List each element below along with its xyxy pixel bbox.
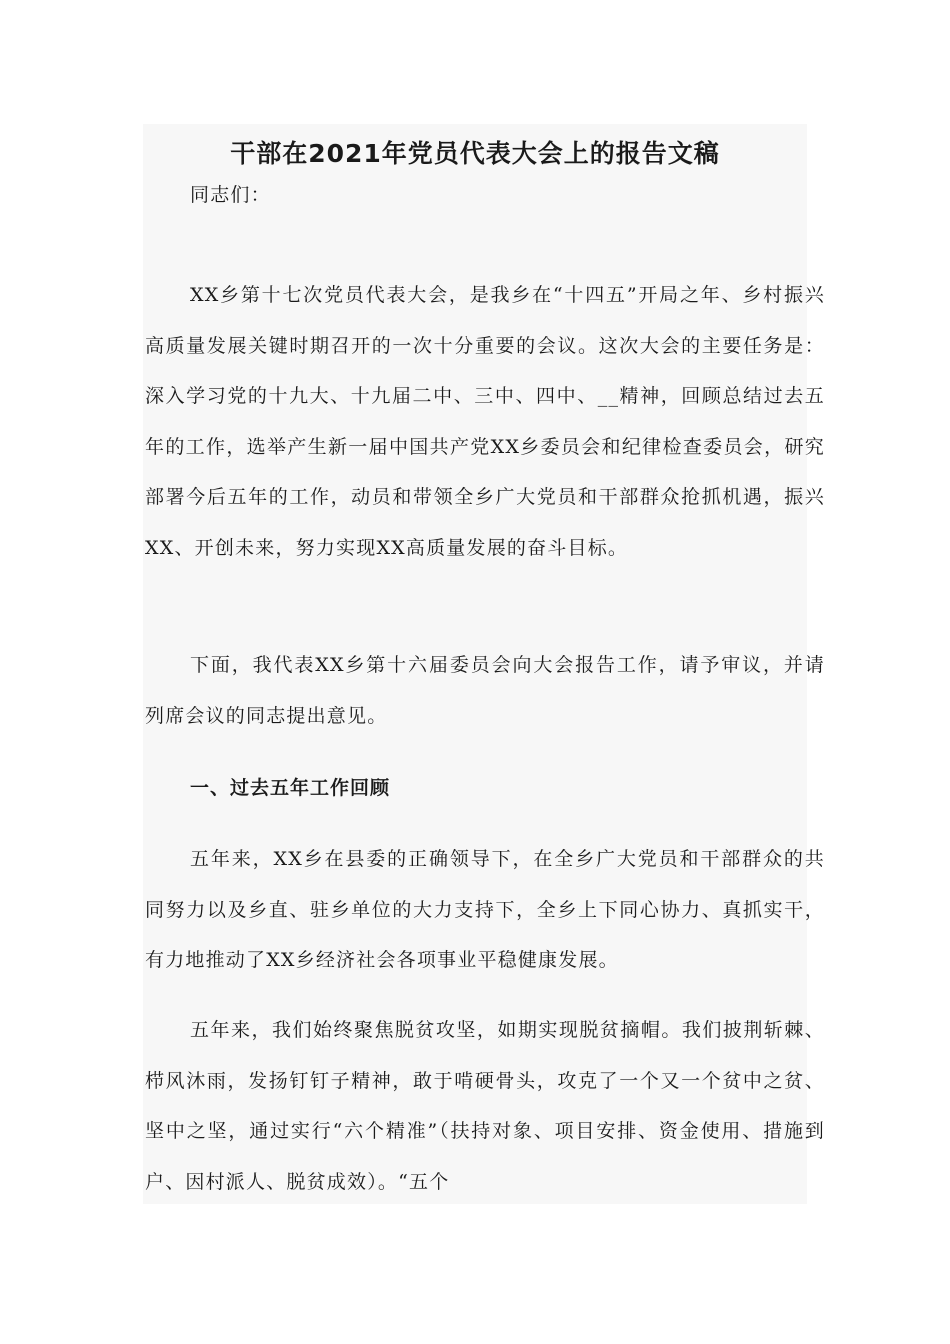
report-paragraph: 下面，我代表XX乡第十六届委员会向大会报告工作，请予审议，并请列席会议的同志提出意见。	[145, 654, 825, 727]
salutation: 同志们：	[190, 184, 271, 206]
section-heading: 一、过去五年工作回顾	[190, 777, 391, 799]
poverty-paragraph: 五年来，我们始终聚焦脱贫攻坚，如期实现脱贫摘帽。我们披荆斩棘、栉风沐雨，发扬钉钉子精神，敢于啃硬骨头，攻克了一个又一个贫中之贫、坚中之坚，通过实行“六个精准”（扶持对象、项目安排、资金使用、措施到户、因村派人、脱贫成效）。“五个	[145, 1019, 825, 1193]
review-paragraph: 五年来，XX乡在县委的正确领导下，在全乡广大党员和干部群众的共同努力以及乡直、驻乡单位的大力支持下，全乡上下同心协力、真抓实干，有力地推动了XX乡经济社会各项事业平稳健康发展。	[145, 848, 825, 971]
intro-paragraph: XX乡第十七次党员代表大会，是我乡在“十四五”开局之年、乡村振兴高质量发展关键时期召开的一次十分重要的会议。这次大会的主要任务是：深入学习党的十九大、十九届二中、三中、四中、__精神，回顾总结过去五年的工作，选举产生新一届中国共产党XX乡委员会和纪律检查委员会，研究部署今后五年的工作，动员和带领全乡广大党员和干部群众抢抓机遇，振兴XX、开创未来，努力实现XX高质量发展的奋斗目标。	[145, 284, 825, 559]
document-title: 干部在2021年党员代表大会上的报告文稿	[230, 139, 720, 168]
